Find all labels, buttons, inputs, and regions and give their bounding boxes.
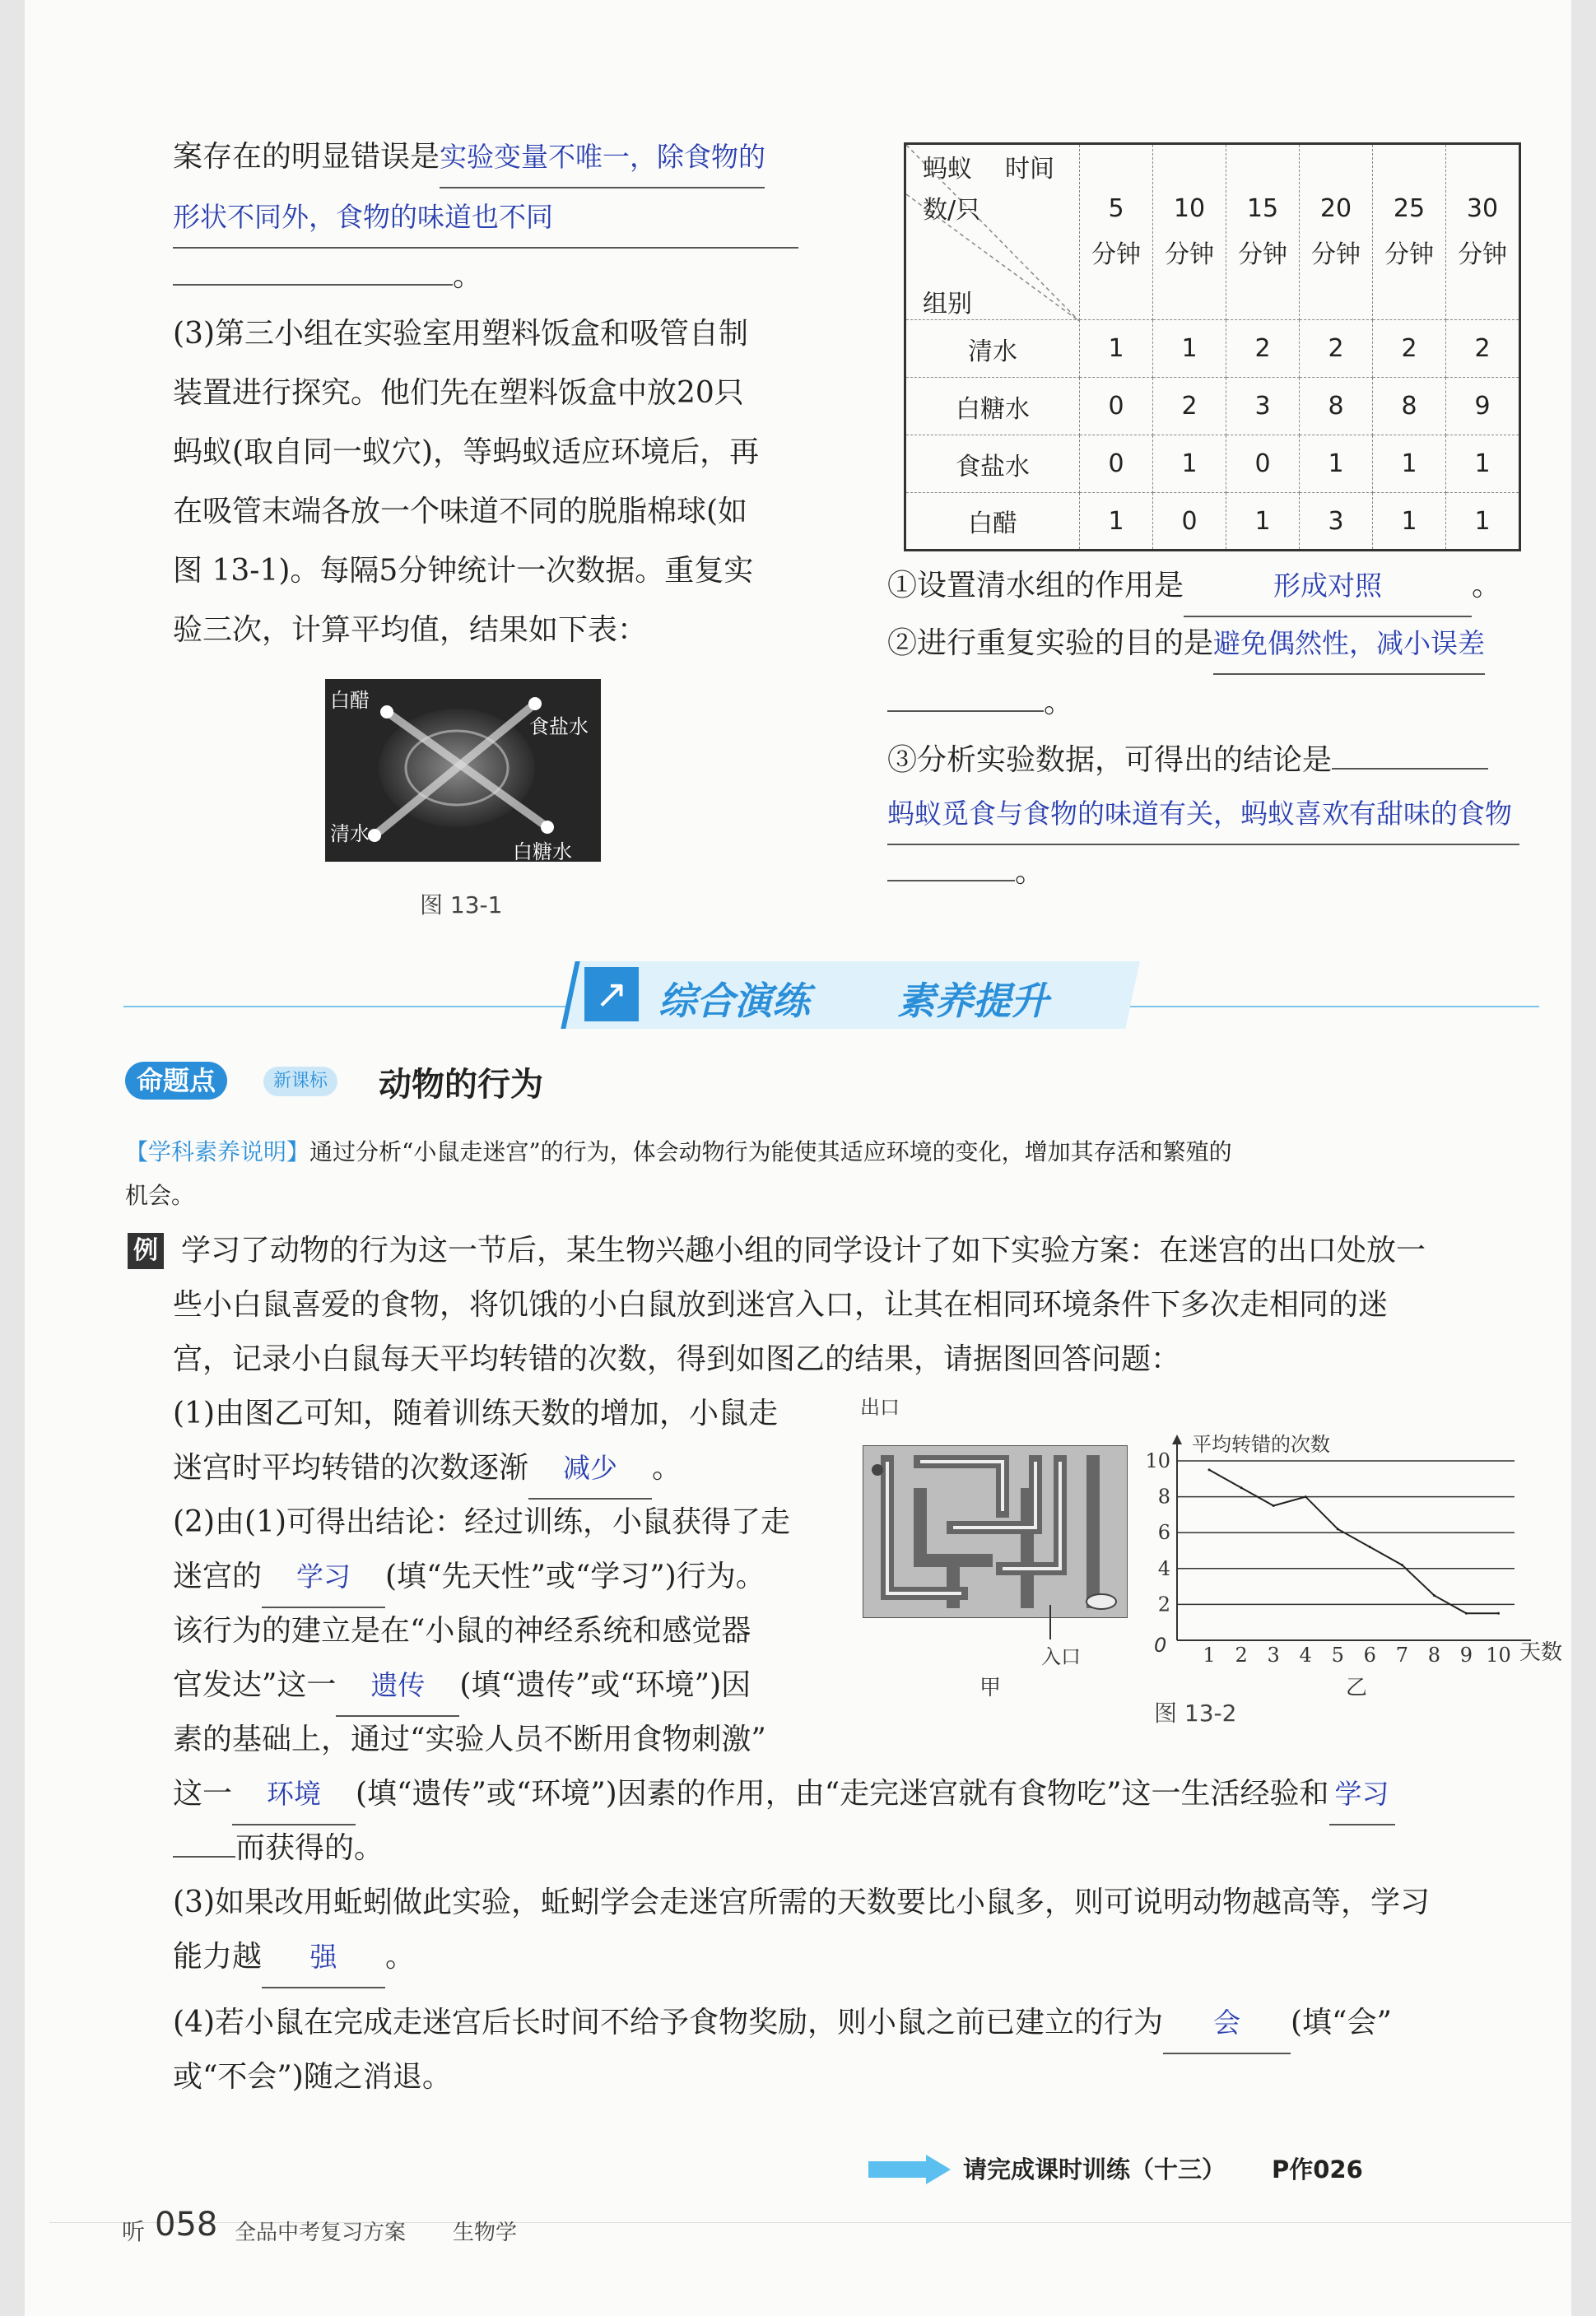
group-cell: 白醋 bbox=[905, 493, 1080, 551]
time-unit: 分钟 bbox=[1091, 240, 1141, 269]
figure-caption-13-2: 图 13-2 bbox=[1154, 1700, 1237, 1727]
answer-text: 学习 bbox=[262, 1547, 385, 1608]
table-row bbox=[905, 493, 1520, 551]
text: 。 bbox=[1472, 569, 1502, 602]
table-corner bbox=[905, 144, 1080, 320]
literacy-text-continued: 机会。 bbox=[125, 1182, 195, 1209]
x-tick-label: 4 bbox=[1299, 1644, 1312, 1663]
time-unit: 分钟 bbox=[1458, 240, 1507, 269]
text: ③分析实验数据，可得出的结论是 bbox=[887, 743, 1333, 777]
text-line: 在吸管末端各放一个味道不同的脱脂棉球(如 bbox=[173, 495, 748, 528]
example-text-line: 学习了动物的行为这一节后，某生物兴趣小组的同学设计了如下实验方案：在迷宫的出口处放一 bbox=[181, 1234, 1426, 1267]
value-cell: 8 bbox=[1373, 378, 1446, 435]
table-row bbox=[905, 435, 1520, 493]
example-text-line: 宫，记录小白鼠每天平均转错的次数，得到如图乙的结果，请据图回答问题： bbox=[173, 1342, 1181, 1376]
text: ②进行重复实验的目的是 bbox=[887, 626, 1214, 660]
x-tick-label: 8 bbox=[1427, 1644, 1441, 1663]
banner-title-part2: 素养提升 bbox=[897, 979, 1049, 1023]
text: 案存在的明显错误是 bbox=[173, 140, 440, 174]
right-question-3-answer bbox=[887, 784, 1519, 845]
x-tick-label: 10 bbox=[1486, 1644, 1511, 1663]
q1-line-2 bbox=[173, 1439, 682, 1500]
value-cell: 0 bbox=[1080, 378, 1153, 435]
x-tick-label: 6 bbox=[1363, 1644, 1376, 1663]
text: (4)若小鼠在完成走迷宫后长时间不给予食物奖励，则小鼠之前已建立的行为 bbox=[173, 2006, 1163, 2039]
value-cell: 1 bbox=[1080, 493, 1153, 551]
group-cell: 清水 bbox=[905, 320, 1080, 378]
text: 能力越 bbox=[173, 1940, 263, 1974]
x-tick-label: 5 bbox=[1331, 1644, 1344, 1663]
proposition-badge: 命题点 bbox=[125, 1062, 227, 1100]
label-salt-water: 食盐水 bbox=[529, 715, 589, 738]
time-num: 20 bbox=[1319, 194, 1352, 223]
value-cell: 1 bbox=[1153, 320, 1226, 378]
entrance-pointer bbox=[1049, 1605, 1051, 1639]
origin-label: 0 bbox=[1154, 1634, 1167, 1657]
time-header bbox=[1153, 144, 1226, 320]
value-cell: 9 bbox=[1446, 378, 1520, 435]
text: (填“先天性”或“学习”)行为。 bbox=[385, 1560, 765, 1593]
time-num: 30 bbox=[1466, 194, 1499, 223]
answer-line-3 bbox=[173, 247, 482, 306]
blank bbox=[887, 677, 1044, 712]
time-num: 15 bbox=[1246, 194, 1279, 223]
text: 而获得的。 bbox=[235, 1831, 384, 1865]
example-text-line: 些小白鼠喜爱的食物，将饥饿的小白鼠放到迷宫入口，让其在相同环境条件下多次走相同的迷 bbox=[173, 1288, 1389, 1322]
time-header bbox=[1080, 144, 1153, 320]
x-tick-label: 9 bbox=[1459, 1644, 1473, 1663]
answer-text: 实验变量不唯一，除食物的 bbox=[440, 128, 765, 188]
y-axis-label: 平均转错的次数 bbox=[1192, 1433, 1330, 1456]
banner-title-part1: 综合演练 bbox=[658, 979, 810, 1023]
data-point bbox=[1497, 1612, 1500, 1615]
corner-count-label: 数/只 bbox=[923, 196, 981, 225]
text: 迷宫的 bbox=[173, 1560, 263, 1593]
data-point bbox=[1305, 1495, 1307, 1498]
x-axis-label: 天数 bbox=[1519, 1640, 1563, 1665]
arrow-icon: ↗ bbox=[584, 967, 639, 1021]
label-sugar-water: 白糖水 bbox=[513, 840, 572, 863]
answer-text: 减少 bbox=[528, 1439, 652, 1500]
data-point bbox=[1369, 1546, 1371, 1548]
banner-box bbox=[561, 961, 1139, 1029]
data-table bbox=[904, 142, 1521, 551]
time-header bbox=[1300, 144, 1373, 320]
blank bbox=[173, 1823, 235, 1858]
answer-text: 遗传 bbox=[336, 1656, 459, 1717]
q3-line-1: (3)如果改用蚯蚓做此实验，蚯蚓学会走迷宫所需的天数要比小鼠多，则可说明动物越高等，学习 bbox=[173, 1886, 1430, 1919]
text: 官发达”这一 bbox=[173, 1668, 337, 1702]
value-cell: 1 bbox=[1226, 493, 1300, 551]
page bbox=[25, 0, 1571, 2316]
answer-text: 形成对照 bbox=[1184, 556, 1472, 617]
time-num: 10 bbox=[1173, 194, 1206, 223]
corner-ant-label: 蚂蚁 bbox=[923, 155, 972, 184]
group-cell: 白糖水 bbox=[905, 378, 1080, 435]
q2-line-4 bbox=[173, 1656, 751, 1717]
y-axis-arrow-icon bbox=[1172, 1435, 1182, 1444]
arrow-shape bbox=[868, 2155, 951, 2184]
right-question-3-end bbox=[887, 843, 1045, 902]
example-badge: 例 bbox=[128, 1233, 164, 1269]
text: 。 bbox=[1044, 686, 1074, 719]
data-point bbox=[1208, 1468, 1211, 1471]
training-page-ref[interactable]: P作026 bbox=[1272, 2156, 1363, 2183]
answer-line-1 bbox=[173, 128, 765, 188]
data-point bbox=[1337, 1528, 1339, 1530]
text: 这一 bbox=[173, 1777, 233, 1811]
next-arrow-icon bbox=[868, 2155, 951, 2184]
chart-sublabel: 乙 bbox=[1346, 1676, 1368, 1700]
q2-line-1: (2)由(1)可得出结论：经过训练，小鼠获得了走 bbox=[173, 1505, 790, 1539]
data-point bbox=[1433, 1594, 1435, 1597]
value-cell: 1 bbox=[1153, 435, 1226, 493]
x-tick-label: 3 bbox=[1267, 1644, 1280, 1663]
data-point bbox=[1401, 1564, 1403, 1566]
new-standard-tag: 新课标 bbox=[263, 1067, 337, 1096]
right-question-3 bbox=[887, 731, 1488, 790]
group-cell: 食盐水 bbox=[905, 435, 1080, 493]
label-water: 清水 bbox=[330, 822, 370, 845]
answer-text: 避免偶然性，减小误差 bbox=[1213, 614, 1485, 675]
figure-caption-13-1: 图 13-1 bbox=[420, 891, 503, 918]
maze-drawing bbox=[863, 1445, 1128, 1618]
text-line: (3)第三小组在实验室用塑料饭盒和吸管自制 bbox=[173, 317, 748, 351]
maze-sublabel: 甲 bbox=[979, 1676, 1002, 1700]
label-vinegar: 白醋 bbox=[330, 689, 370, 712]
time-num: 5 bbox=[1108, 194, 1124, 223]
q4-line-2: 或“不会”)随之消退。 bbox=[173, 2060, 452, 2094]
answer-text: 形状不同外，食物的味道也不同 bbox=[173, 188, 798, 249]
literacy-text: 通过分析“小鼠走迷宫”的行为，体会动物行为能使其适应环境的变化，增加其存活和繁殖的 bbox=[309, 1138, 1232, 1165]
right-question-1 bbox=[887, 556, 1501, 617]
value-cell: 1 bbox=[1446, 493, 1520, 551]
literacy-label: 【学科素养说明】 bbox=[125, 1138, 310, 1165]
value-cell: 2 bbox=[1446, 320, 1520, 378]
q2-line-5: 素的基础上，通过“实验人员不断用食物刺激” bbox=[173, 1723, 766, 1756]
y-tick-label: 8 bbox=[1157, 1485, 1170, 1509]
text: 。 bbox=[1015, 855, 1045, 889]
value-cell: 0 bbox=[1226, 435, 1300, 493]
blank bbox=[887, 847, 1015, 881]
blank bbox=[1332, 735, 1488, 770]
q2-line-7 bbox=[173, 1819, 384, 1878]
data-point bbox=[1273, 1504, 1275, 1507]
y-tick-label: 10 bbox=[1145, 1449, 1170, 1472]
answer-text: 蚂蚁觅食与食物的味道有关，蚂蚁喜欢有甜味的食物 bbox=[887, 784, 1519, 845]
text-line: 装置进行探究。他们先在塑料饭盒中放20只 bbox=[173, 376, 744, 410]
literacy-note bbox=[125, 1128, 1541, 1177]
y-tick-label: 4 bbox=[1157, 1556, 1170, 1580]
answer-line-2 bbox=[173, 188, 798, 249]
x-tick-label: 1 bbox=[1203, 1644, 1216, 1663]
text-line: 图 13-1)。每隔5分钟统计一次数据。重复实 bbox=[173, 554, 754, 588]
q2-line-2 bbox=[173, 1547, 765, 1608]
value-cell: 1 bbox=[1446, 435, 1520, 493]
text-line: 蚂蚁(取自同一蚁穴)，等蚂蚁适应环境后，再 bbox=[173, 435, 760, 469]
data-point bbox=[1240, 1486, 1243, 1489]
section-title: 动物的行为 bbox=[379, 1066, 543, 1104]
right-question-2 bbox=[887, 614, 1485, 675]
corner-group-label: 组别 bbox=[923, 290, 972, 319]
value-cell: 2 bbox=[1226, 320, 1300, 378]
text: 迷宫时平均转错的次数逐渐 bbox=[173, 1451, 529, 1485]
y-tick-label: 6 bbox=[1157, 1521, 1170, 1545]
value-cell: 8 bbox=[1300, 378, 1373, 435]
page-number: 058 bbox=[155, 2206, 218, 2244]
time-header bbox=[1446, 144, 1520, 320]
subject-name: 生物学 bbox=[453, 2221, 518, 2245]
value-cell: 0 bbox=[1153, 493, 1226, 551]
value-cell: 1 bbox=[1080, 320, 1153, 378]
corner-time-label: 时间 bbox=[1005, 155, 1054, 184]
answer-text: 环境 bbox=[232, 1765, 356, 1825]
data-point bbox=[1465, 1612, 1468, 1615]
value-cell: 2 bbox=[1153, 378, 1226, 435]
line-chart-svg bbox=[1144, 1428, 1564, 1663]
value-cell: 1 bbox=[1373, 493, 1446, 551]
time-header bbox=[1373, 144, 1446, 320]
time-unit: 分钟 bbox=[1238, 240, 1287, 269]
time-header bbox=[1226, 144, 1300, 320]
blank bbox=[173, 251, 453, 286]
answer-text: 强 bbox=[262, 1928, 385, 1988]
q3-line-2 bbox=[173, 1928, 415, 1988]
text: 。 bbox=[453, 259, 483, 293]
maze-exit-label: 出口 bbox=[860, 1396, 900, 1419]
right-question-2-end bbox=[887, 673, 1073, 732]
value-cell: 1 bbox=[1300, 435, 1373, 493]
text: ①设置清水组的作用是 bbox=[887, 569, 1184, 602]
text: 。 bbox=[652, 1451, 682, 1485]
time-unit: 分钟 bbox=[1165, 240, 1214, 269]
experiment-photo bbox=[325, 679, 601, 862]
maze-entrance-label: 入口 bbox=[1041, 1645, 1081, 1668]
table-row bbox=[905, 320, 1520, 378]
series-line bbox=[1209, 1470, 1498, 1613]
paragraph-3 bbox=[173, 305, 759, 660]
time-unit: 分钟 bbox=[1311, 240, 1361, 269]
text: (填“遗传”或“环境”)因 bbox=[459, 1668, 751, 1702]
y-tick-label: 2 bbox=[1157, 1593, 1170, 1616]
maze-illustration bbox=[863, 1445, 1128, 1618]
value-cell: 2 bbox=[1373, 320, 1446, 378]
x-tick-label: 2 bbox=[1235, 1644, 1248, 1663]
footer-listen: 听 bbox=[122, 2218, 146, 2245]
q4-line-1 bbox=[173, 1993, 1392, 2054]
value-cell: 3 bbox=[1300, 493, 1373, 551]
q1-line-1: (1)由图乙可知，随着训练天数的增加，小鼠走 bbox=[173, 1397, 778, 1430]
answer-text: 会 bbox=[1163, 1993, 1291, 2054]
book-title: 全品中考复习方案 bbox=[235, 2221, 407, 2245]
text: (填“会” bbox=[1291, 2006, 1392, 2039]
time-num: 25 bbox=[1393, 194, 1426, 223]
q2-line-3: 该行为的建立是在“小鼠的神经系统和感觉器 bbox=[173, 1614, 751, 1648]
q2-line-6 bbox=[173, 1765, 1395, 1825]
time-unit: 分钟 bbox=[1384, 240, 1434, 269]
x-tick-label: 7 bbox=[1395, 1644, 1408, 1663]
text-line: 验三次，计算平均值，结果如下表： bbox=[173, 613, 648, 647]
value-cell: 2 bbox=[1300, 320, 1373, 378]
text: 。 bbox=[385, 1940, 416, 1974]
text: (填“遗传”或“环境”)因素的作用，由“走完迷宫就有食物吃”这一生活经验和 bbox=[356, 1777, 1329, 1811]
value-cell: 1 bbox=[1373, 435, 1446, 493]
value-cell: 3 bbox=[1226, 378, 1300, 435]
next-training-text[interactable]: 请完成课时训练（十三） bbox=[963, 2156, 1226, 2183]
line-chart bbox=[1144, 1428, 1564, 1663]
answer-text: 学习 bbox=[1329, 1765, 1395, 1825]
value-cell: 0 bbox=[1080, 435, 1153, 493]
table-row bbox=[905, 378, 1520, 435]
